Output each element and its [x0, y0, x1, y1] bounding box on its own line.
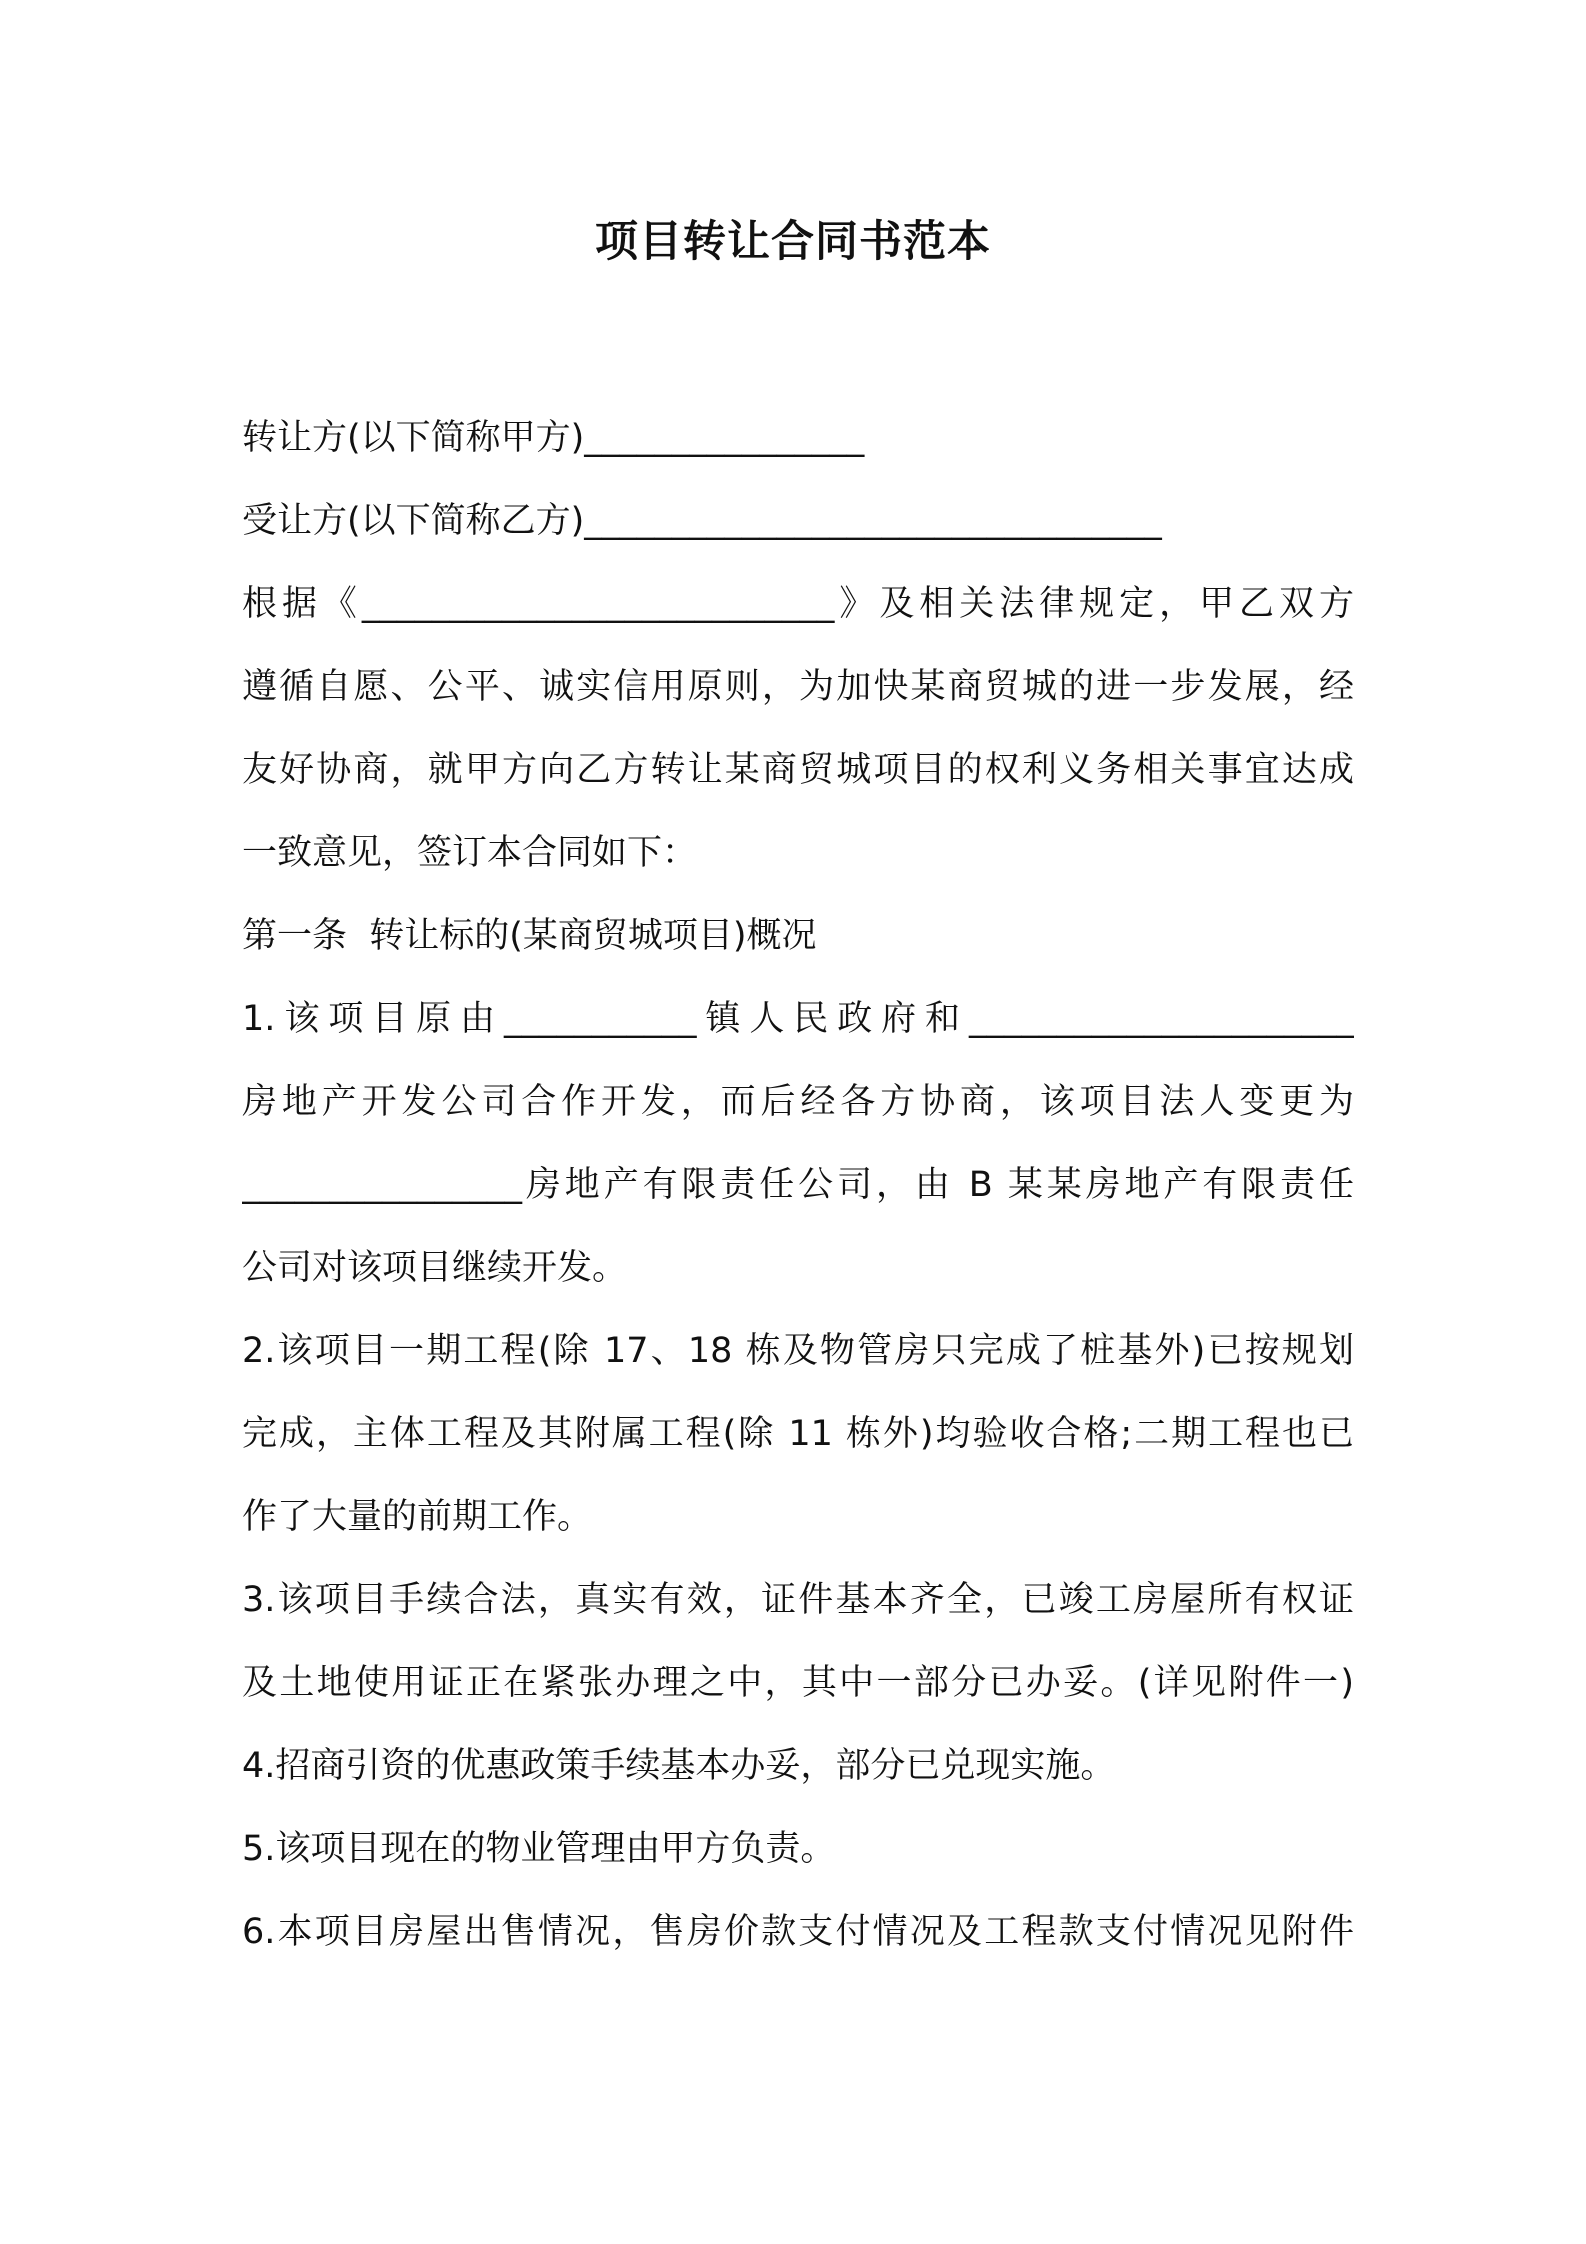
document-body	[242, 410, 1354, 1987]
paragraph-line: 6.本项目房屋出售情况，售房价款支付情况及工程款支付情况见附件	[242, 1912, 1354, 1952]
paragraph-line: 受让方(以下简称乙方)_________________________________	[242, 501, 1162, 541]
paragraph-line: 作了大量的前期工作。	[242, 1497, 593, 1537]
paragraph-line: 完成，主体工程及其附属工程(除 11 栋外)均验收合格;二期工程也已	[242, 1414, 1354, 1454]
paragraph-line: 2.该项目一期工程(除 17、18 栋及物管房只完成了桩基外)已按规划	[242, 1331, 1354, 1371]
paragraph-line: ________________房地产有限责任公司，由 B 某某房地产有限责任	[242, 1165, 1354, 1205]
paragraph-line: 及土地使用证正在紧张办理之中，其中一部分已办妥。(详见附件一)	[242, 1663, 1354, 1703]
paragraph-line: 房地产开发公司合作开发，而后经各方协商，该项目法人变更为	[242, 1082, 1354, 1122]
paragraph-line: 3.该项目手续合法，真实有效，证件基本齐全，已竣工房屋所有权证	[242, 1580, 1354, 1620]
paragraph-line: 遵循自愿、公平、诚实信用原则，为加快某商贸城的进一步发展，经	[242, 667, 1354, 707]
paragraph-line: 公司对该项目继续开发。	[242, 1248, 628, 1288]
section-heading: 第一条 转让标的(某商贸城项目)概况	[242, 916, 817, 956]
paragraph-line: 友好协商，就甲方向乙方转让某商贸城项目的权利义务相关事宜达成	[242, 750, 1354, 790]
paragraph-line: 4.招商引资的优惠政策手续基本办妥，部分已兑现实施。	[242, 1746, 1116, 1786]
paragraph-line: 根据《___________________________》及相关法律规定，甲乙双方	[242, 584, 1354, 624]
document-title: 项目转让合同书范本	[595, 217, 991, 267]
paragraph-line: 转让方(以下简称甲方)________________	[242, 418, 865, 458]
paragraph-line: 1.该项目原由___________镇人民政府和______________________	[242, 999, 1354, 1039]
paragraph-line: 一致意见，签订本合同如下：	[242, 833, 698, 873]
paragraph-line: 5.该项目现在的物业管理由甲方负责。	[242, 1829, 836, 1869]
